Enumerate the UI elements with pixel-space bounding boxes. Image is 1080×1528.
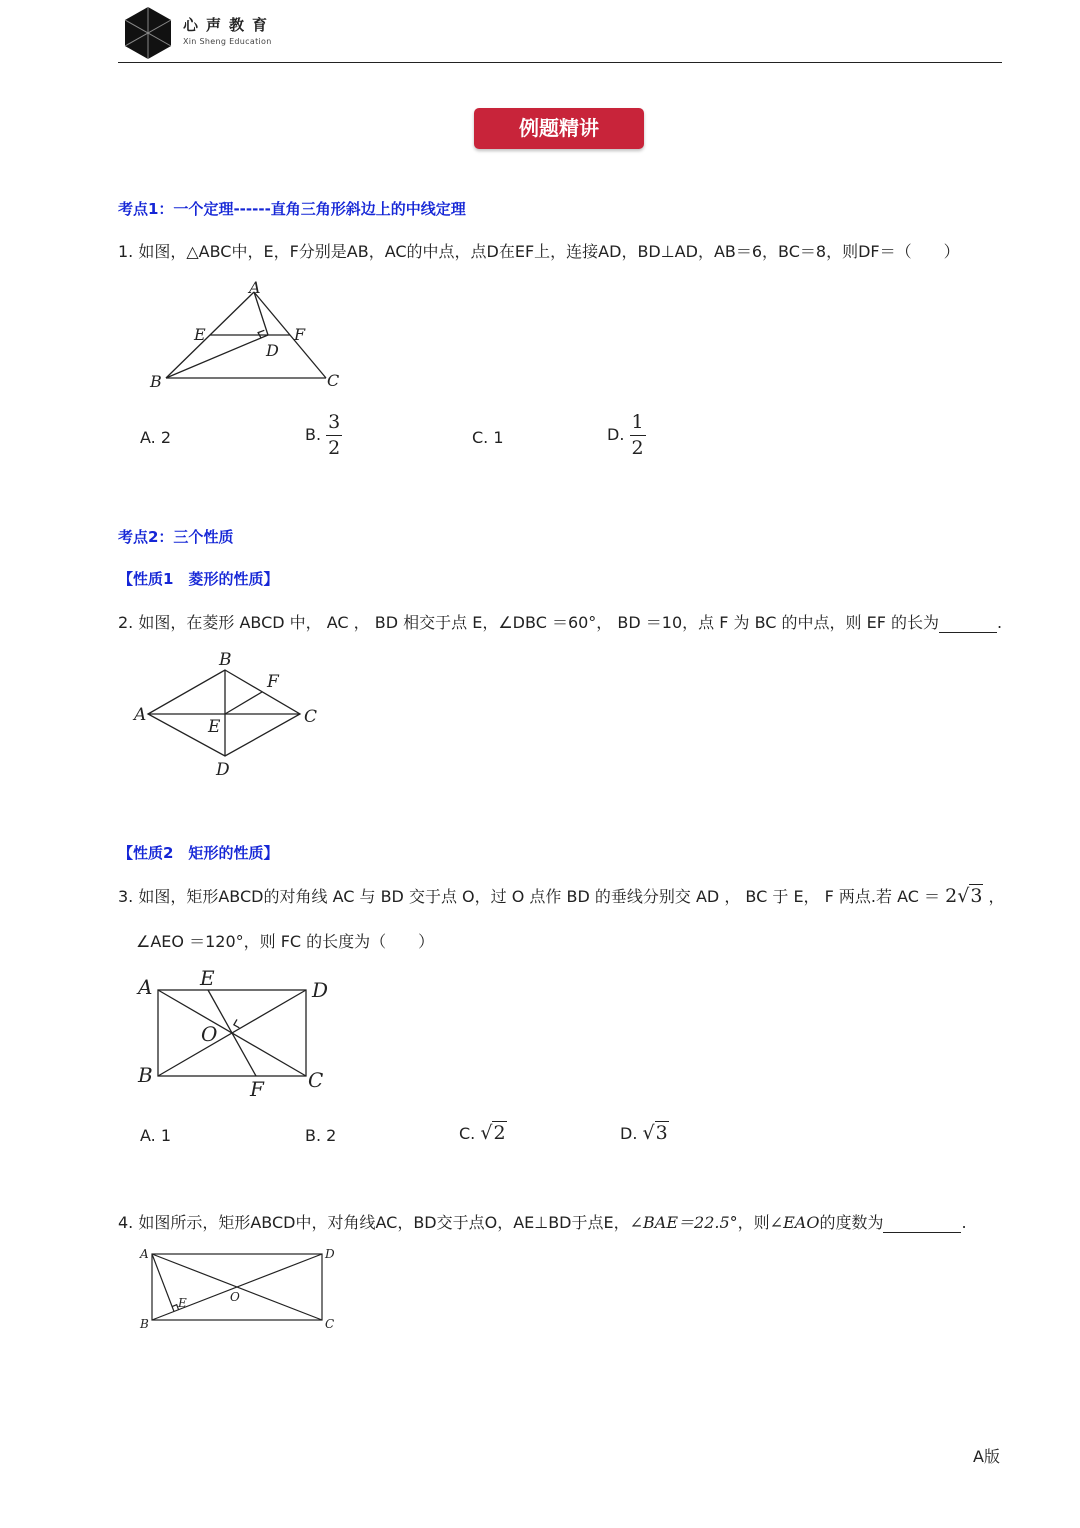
q1-triangle-figure bbox=[140, 275, 360, 395]
q3-option-c bbox=[459, 1122, 507, 1144]
q1-label-D: D bbox=[266, 341, 279, 360]
question-3-line2: ∠AEO ＝120°，则 FC 的长度为（ ） bbox=[136, 932, 435, 951]
q1-label-F: F bbox=[294, 325, 306, 344]
q4-label-C: C bbox=[325, 1317, 335, 1331]
q2-label-E: E bbox=[208, 717, 221, 737]
q4-label-B: B bbox=[140, 1317, 149, 1331]
q4-answer-blank bbox=[883, 1213, 961, 1233]
version-label: A版 bbox=[973, 1447, 1000, 1466]
q2-rhombus-figure bbox=[130, 645, 330, 780]
q3-option-c-prefix: C. bbox=[459, 1124, 476, 1143]
q3-label-D: D bbox=[312, 978, 329, 1002]
q3-comma: ， bbox=[988, 887, 1005, 906]
q3-rectangle-figure bbox=[130, 962, 340, 1102]
q3-option-c-radical: √2 bbox=[480, 1122, 506, 1144]
q4-label-A: A bbox=[140, 1247, 149, 1261]
q3-option-b: B. 2 bbox=[305, 1126, 337, 1145]
q2-answer-blank bbox=[939, 613, 997, 633]
section2-title: 考点2：三个性质 bbox=[118, 528, 234, 546]
q1-option-d-numerator: 1 bbox=[630, 410, 646, 436]
q3-option-c-radicand: 2 bbox=[493, 1122, 506, 1144]
q1-option-a: A. 2 bbox=[140, 428, 172, 447]
question-3-body: 3. 如图，矩形ABCD的对角线 AC 与 BD 交于点 O，过 O 点作 BD 的垂线分别交 AD ， BC 于 E， F 两点.若 AC ＝ bbox=[118, 887, 941, 906]
q2-period: . bbox=[997, 613, 1003, 632]
question-2-body: 2. 如图，在菱形 ABCD 中， AC ， BD 相交于点 E，∠DBC ＝60°， BD ＝10，点 F 为 BC 的中点，则 EF 的长为 bbox=[118, 613, 940, 632]
q1-option-d-prefix: D. bbox=[607, 425, 625, 444]
header-divider bbox=[118, 62, 1002, 63]
q1-label-A: A bbox=[249, 278, 261, 297]
q2-label-F: F bbox=[267, 672, 279, 692]
question-4-text bbox=[118, 1210, 967, 1233]
q3-option-d-prefix: D. bbox=[620, 1124, 638, 1143]
property1-heading: 【性质1 菱形的性质】 bbox=[118, 570, 279, 588]
q2-label-B: B bbox=[219, 650, 232, 670]
q1-label-C: C bbox=[327, 371, 340, 390]
q4-label-E: E bbox=[178, 1296, 187, 1310]
q1-option-b-numerator: 3 bbox=[326, 410, 342, 436]
q1-option-d bbox=[607, 410, 646, 461]
q2-label-C: C bbox=[304, 707, 318, 727]
q3-option-d-radical: √3 bbox=[642, 1122, 668, 1144]
q3-option-d bbox=[620, 1122, 669, 1144]
q4-rectangle-figure bbox=[136, 1243, 346, 1338]
question-4-body: 4. 如图所示，矩形ABCD中，对角线AC，BD交于点O，AE⊥BD于点E， bbox=[118, 1213, 630, 1232]
q3-option-d-radicand: 3 bbox=[655, 1122, 668, 1144]
q3-label-F: F bbox=[250, 1077, 264, 1101]
q3-label-E: E bbox=[200, 966, 215, 990]
logo-hexagon-icon bbox=[122, 5, 174, 61]
q4-label-D: D bbox=[325, 1247, 335, 1261]
property2-heading: 【性质2 矩形的性质】 bbox=[118, 844, 279, 862]
q1-option-b-denominator: 2 bbox=[328, 437, 341, 459]
q4-text-end: 的度数为 bbox=[819, 1213, 884, 1232]
q3-option-a: A. 1 bbox=[140, 1126, 172, 1145]
q1-label-B: B bbox=[150, 372, 162, 391]
q1-option-d-denominator: 2 bbox=[631, 437, 644, 459]
q3-ac-value: 2√3 bbox=[945, 885, 983, 907]
q4-label-O: O bbox=[230, 1290, 240, 1304]
q1-option-c: C. 1 bbox=[472, 428, 504, 447]
q1-label-E: E bbox=[194, 325, 206, 344]
question-3-line1 bbox=[118, 884, 1005, 907]
question-1-text: 1. 如图，△ABC中，E，F分别是AB，AC的中点，点D在EF上，连接AD，BD⊥AD，AB＝6，BC＝8，则DF＝（ ） bbox=[118, 242, 960, 261]
q1-option-b bbox=[305, 410, 342, 461]
q3-label-O: O bbox=[201, 1022, 218, 1046]
section-banner: 例题精讲 bbox=[474, 108, 644, 149]
brand-name-en: Xin Sheng Education bbox=[183, 37, 272, 46]
brand-name-cn: 心声教育 bbox=[183, 16, 276, 34]
q4-angle-bae: ∠BAE＝22.5° bbox=[629, 1213, 738, 1232]
q1-option-b-prefix: B. bbox=[305, 425, 322, 444]
q4-period: . bbox=[961, 1213, 967, 1232]
q4-text-mid: ，则 bbox=[737, 1213, 770, 1232]
section1-title: 考点1：一个定理------直角三角形斜边上的中线定理 bbox=[118, 200, 466, 218]
question-2-text bbox=[118, 610, 1002, 633]
q3-label-A: A bbox=[138, 975, 153, 999]
q3-ac-coef: 2 bbox=[945, 885, 958, 907]
q2-label-A: A bbox=[134, 705, 147, 725]
q1-option-d-fraction bbox=[630, 410, 646, 461]
q1-option-b-fraction bbox=[326, 410, 342, 461]
q3-label-B: B bbox=[138, 1063, 153, 1087]
q3-ac-radicand: 3 bbox=[970, 885, 983, 907]
q4-angle-eao: ∠EAO bbox=[769, 1213, 820, 1232]
q2-label-D: D bbox=[216, 760, 230, 780]
q3-label-C: C bbox=[308, 1068, 324, 1092]
